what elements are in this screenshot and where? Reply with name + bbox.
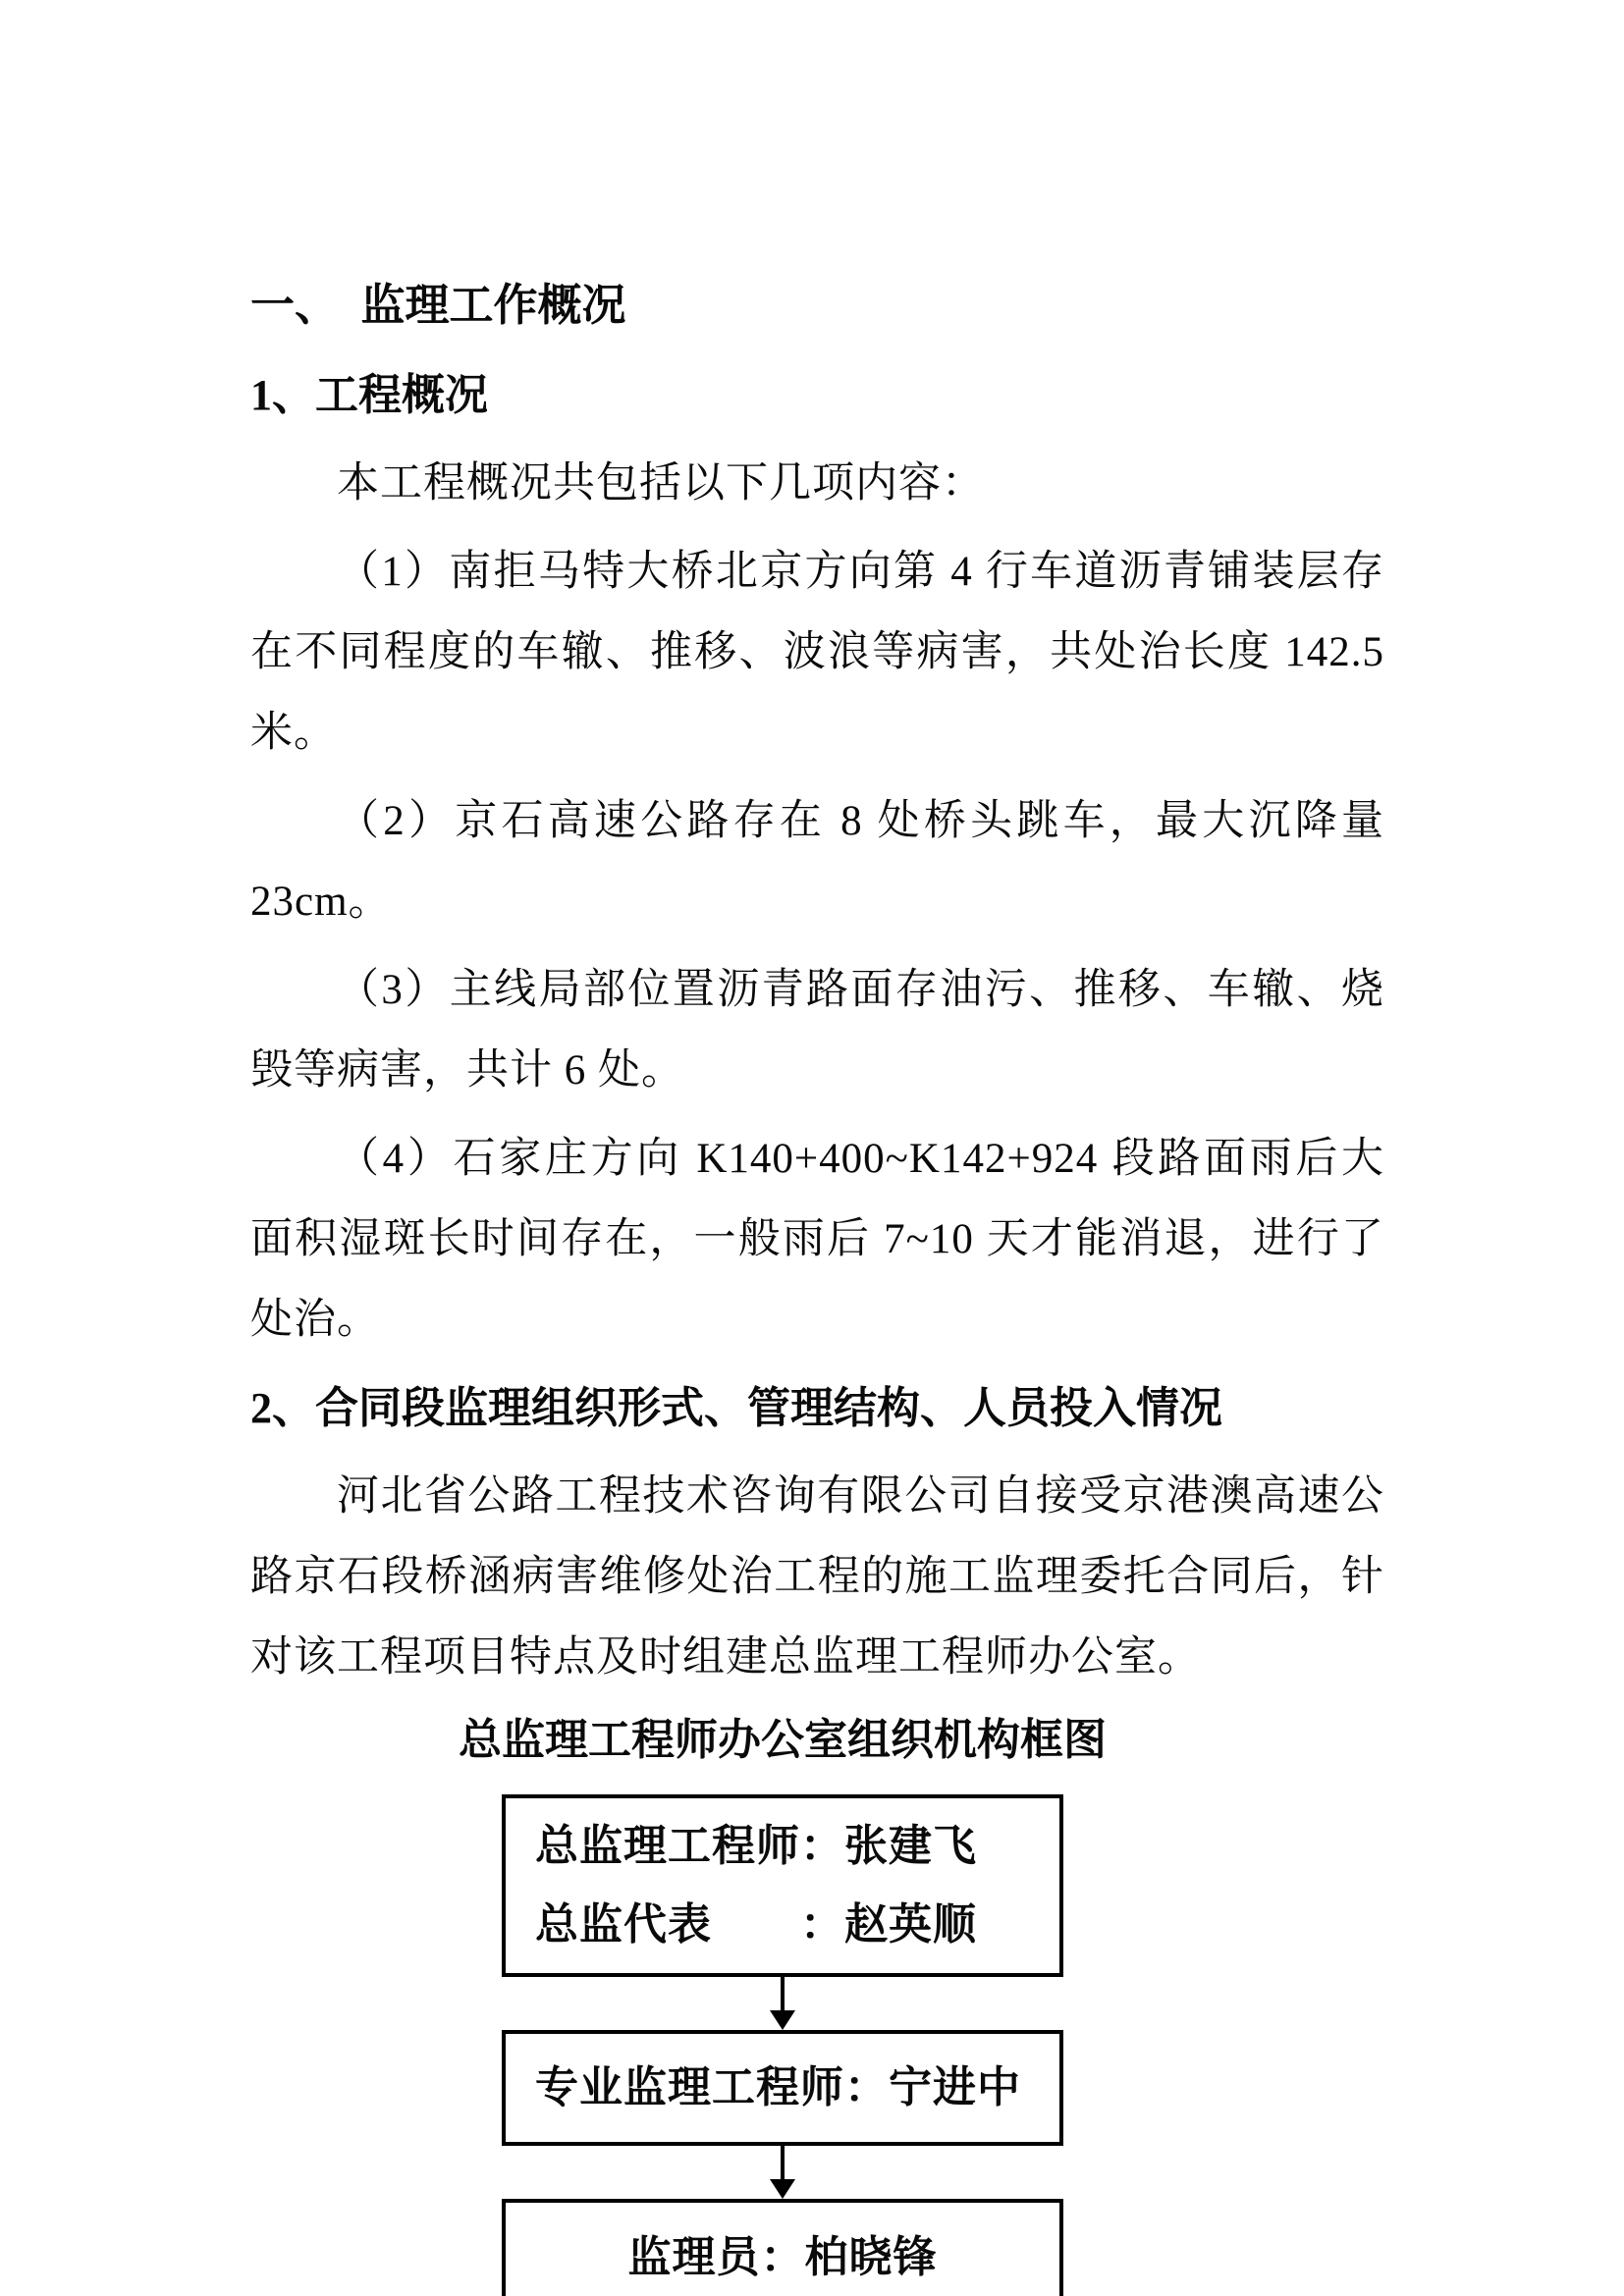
- org-chart-title: 总监理工程师办公室组织机构框图: [459, 1716, 1107, 1764]
- org-box-supervisor-line: 监理员：柏晓锋: [627, 2233, 938, 2281]
- org-box-chief-line-1: 总监理工程师：张建飞: [535, 1822, 977, 1870]
- org-box-supervisor: [502, 2199, 1063, 2296]
- arrow-shaft: [781, 2146, 785, 2179]
- org-box-chief-line-2: 总监代表 ：赵英顺: [535, 1900, 977, 1949]
- arrow-shaft: [781, 1977, 785, 2010]
- list-item-2: （2）京石高速公路存在 8 处桥头跳车，最大沉降量 23cm。: [250, 798, 1384, 925]
- paragraph-organization: 河北省公路工程技术咨询有限公司自接受京港澳高速公路京石段桥涵病害维修处治工程的施工监理委托合同后，针对该工程项目特点及时组建总监理工程师办公室。: [250, 1473, 1384, 1681]
- arrow-head: [770, 2179, 795, 2199]
- heading-supervision-overview: 一、 监理工作概况: [250, 281, 626, 330]
- arrow-down-icon: [502, 2146, 1063, 2199]
- heading-organization: 2、合同段监理组织形式、管理结构、人员投入情况: [250, 1384, 1222, 1432]
- org-box-specialist-engineer: [502, 2030, 1063, 2146]
- list-item-4: （4）石家庄方向 K140+400~K142+924 段路面雨后大面积湿斑长时间存在，一般雨后 7~10 天才能消退，进行了处治。: [250, 1136, 1384, 1343]
- list-item-1: （1）南拒马特大桥北京方向第 4 行车道沥青铺装层存在不同程度的车辙、推移、波浪等病害，共处治长度 142.5 米。: [250, 549, 1384, 756]
- paragraph-intro: 本工程概况共包括以下几项内容：: [337, 460, 985, 507]
- org-box-chief-engineer: [502, 1794, 1063, 1977]
- org-box-specialist-line: 专业监理工程师：宁进中: [535, 2063, 1021, 2111]
- arrow-head: [770, 2010, 795, 2030]
- list-item-3: （3）主线局部位置沥青路面存油污、推移、车辙、烧毁等病害，共计 6 处。: [250, 967, 1384, 1094]
- org-chart: [459, 1712, 1107, 2296]
- arrow-down-icon: [502, 1977, 1063, 2030]
- heading-project-overview: 1、工程概况: [250, 371, 488, 419]
